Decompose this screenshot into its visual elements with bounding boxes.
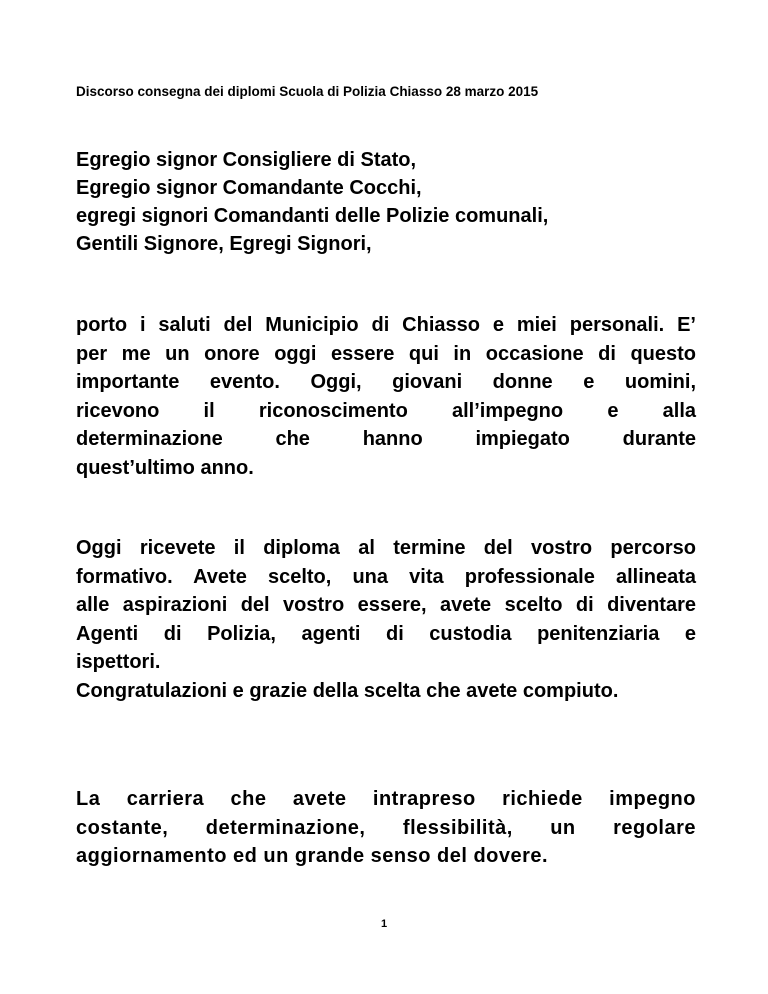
salutation-line: Gentili Signore, Egregi Signori, xyxy=(76,233,372,255)
paragraph-line: per me un onore oggi essere qui in occasione di questo xyxy=(76,342,696,365)
salutation-line: egregi signori Comandanti delle Polizie comunali, xyxy=(76,205,549,227)
paragraph-line: porto i saluti del Municipio di Chiasso e miei personali. E’ xyxy=(76,314,696,336)
paragraph-line: alle aspirazioni del vostro essere, avete scelto di diventare xyxy=(76,594,696,616)
paragraph-line: formativo. Avete scelto, una vita professionale allineata xyxy=(76,565,696,588)
paragraph-line: determinazione che hanno impiegato durante xyxy=(76,428,696,450)
salutations-block xyxy=(76,146,696,258)
paragraph-line: Oggi ricevete il diploma al termine del vostro percorso xyxy=(76,537,696,559)
paragraph-greetings xyxy=(76,311,696,482)
paragraph-line: Agenti di Polizia, agenti di custodia penitenziaria e xyxy=(76,622,696,645)
paragraph-line: ispettori. xyxy=(76,651,161,673)
paragraph-career xyxy=(76,785,696,871)
paragraph-line: ricevono il riconoscimento all’impegno e alla xyxy=(76,399,696,422)
paragraph-line: importante evento. Oggi, giovani donne e uomini, xyxy=(76,371,696,393)
paragraph-line: Congratulazioni e grazie della scelta che avete compiuto. xyxy=(76,679,619,702)
document-header: Discorso consegna dei diplomi Scuola di Polizia Chiasso 28 marzo 2015 xyxy=(76,84,539,99)
paragraph-diploma xyxy=(76,534,696,705)
paragraph-line: La carriera che avete intrapreso richiede impegno xyxy=(76,788,696,810)
salutation-line: Egregio signor Consigliere di Stato, xyxy=(76,149,417,171)
paragraph-line: costante, determinazione, flessibilità, un regolare xyxy=(76,816,696,839)
salutation-line: Egregio signor Comandante Cocchi, xyxy=(76,177,422,199)
page-number: 1 xyxy=(380,918,388,930)
paragraph-line: quest’ultimo anno. xyxy=(76,456,254,479)
paragraph-line: aggiornamento ed un grande senso del dovere. xyxy=(76,845,549,867)
